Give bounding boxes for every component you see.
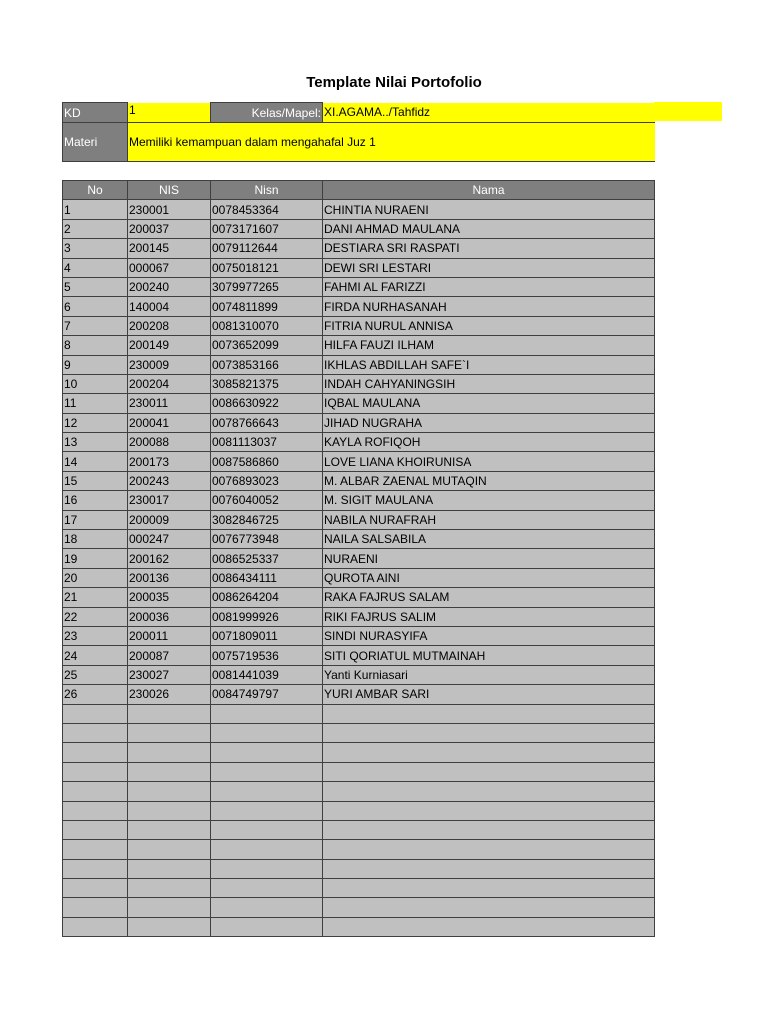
kelas-label: Kelas/Mapel: [211,103,323,123]
column-header-nisn[interactable]: Nisn [211,181,323,200]
cell-nama[interactable]: INDAH CAHYANINGSIH [323,374,655,393]
empty-cell-nama[interactable] [323,801,655,820]
table-row [63,568,655,587]
cell-no[interactable]: 16 [63,491,128,510]
cell-nisn[interactable]: 0086434111 [211,568,323,587]
table-row [63,549,655,568]
cell-nama[interactable]: FITRIA NURUL ANNISA [323,316,655,335]
materi-label: Materi [63,123,128,162]
empty-cell-nama[interactable] [323,723,655,742]
page-title: Template Nilai Portofolio [306,74,482,91]
empty-cell-nisn[interactable] [211,879,323,898]
cell-no[interactable]: 12 [63,413,128,432]
empty-cell-nisn[interactable] [211,820,323,839]
empty-cell-nisn[interactable] [211,762,323,781]
cell-nama[interactable]: SINDI NURASYIFA [323,626,655,645]
cell-nisn[interactable]: 0071809011 [211,626,323,645]
empty-row [63,917,655,936]
empty-cell-nisn[interactable] [211,840,323,859]
cell-no[interactable]: 3 [63,239,128,258]
cell-nama[interactable]: NURAENI [323,549,655,568]
cell-no[interactable]: 17 [63,510,128,529]
empty-cell-nama[interactable] [323,879,655,898]
empty-cell-nis[interactable] [128,723,211,742]
table-header-row [63,181,655,200]
empty-cell-no[interactable] [63,917,128,936]
empty-cell-no[interactable] [63,898,128,917]
cell-nama[interactable]: DEWI SRI LESTARI [323,258,655,277]
cell-no[interactable]: 1 [63,200,128,219]
cell-nis[interactable]: 200145 [128,239,211,258]
empty-row [63,879,655,898]
empty-cell-no[interactable] [63,704,128,723]
empty-cell-nis[interactable] [128,840,211,859]
cell-nis[interactable]: 230001 [128,200,211,219]
cell-no[interactable]: 23 [63,626,128,645]
cell-nama[interactable]: NABILA NURAFRAH [323,510,655,529]
kd-value[interactable]: 1 [128,103,211,123]
empty-cell-nis[interactable] [128,859,211,878]
highlight-extension [654,102,722,121]
cell-nama[interactable]: QUROTA AINI [323,568,655,587]
empty-cell-no[interactable] [63,782,128,801]
empty-cell-no[interactable] [63,820,128,839]
empty-cell-nisn[interactable] [211,801,323,820]
cell-no[interactable]: 20 [63,568,128,587]
cell-no[interactable]: 15 [63,471,128,490]
table-row [63,665,655,684]
cell-nisn[interactable]: 0087586860 [211,452,323,471]
empty-cell-nis[interactable] [128,898,211,917]
table-row [63,685,655,704]
kd-row [63,103,655,123]
cell-nis[interactable]: 000067 [128,258,211,277]
empty-cell-no[interactable] [63,879,128,898]
empty-row [63,801,655,820]
cell-no[interactable]: 26 [63,685,128,704]
cell-nis[interactable]: 200243 [128,471,211,490]
cell-nis[interactable]: 140004 [128,297,211,316]
empty-row [63,723,655,742]
cell-nama[interactable]: M. SIGIT MAULANA [323,491,655,510]
cell-nis[interactable]: 200011 [128,626,211,645]
cell-nisn[interactable]: 0075018121 [211,258,323,277]
empty-row [63,840,655,859]
cell-nis[interactable]: 200208 [128,316,211,335]
table-row [63,336,655,355]
table-row [63,646,655,665]
empty-cell-no[interactable] [63,859,128,878]
cell-nama[interactable]: SITI QORIATUL MUTMAINAH [323,646,655,665]
cell-nama[interactable]: NAILA SALSABILA [323,530,655,549]
table-row [63,316,655,335]
cell-no[interactable]: 10 [63,374,128,393]
cell-nisn[interactable]: 0074811899 [211,297,323,316]
empty-cell-nis[interactable] [128,917,211,936]
cell-nama[interactable]: IKHLAS ABDILLAH SAFE`I [323,355,655,374]
table-row [63,607,655,626]
cell-nisn[interactable]: 0086630922 [211,394,323,413]
cell-no[interactable]: 7 [63,316,128,335]
cell-nisn[interactable]: 3079977265 [211,277,323,296]
empty-row [63,782,655,801]
cell-nisn[interactable]: 0076040052 [211,491,323,510]
cell-nisn[interactable]: 0073652099 [211,336,323,355]
empty-cell-nis[interactable] [128,782,211,801]
cell-nama[interactable]: RAKA FAJRUS SALAM [323,588,655,607]
table-row [63,626,655,645]
cell-nis[interactable]: 230017 [128,491,211,510]
cell-no[interactable]: 4 [63,258,128,277]
empty-cell-nis[interactable] [128,743,211,762]
cell-nama[interactable]: FAHMI AL FARIZZI [323,277,655,296]
materi-row [63,123,655,162]
empty-cell-nama[interactable] [323,840,655,859]
cell-nama[interactable]: DANI AHMAD MAULANA [323,219,655,238]
cell-no[interactable]: 13 [63,433,128,452]
cell-nama[interactable]: YURI AMBAR SARI [323,685,655,704]
empty-row [63,898,655,917]
empty-row [63,704,655,723]
cell-nis[interactable]: 200173 [128,452,211,471]
empty-cell-nama[interactable] [323,859,655,878]
empty-cell-nisn[interactable] [211,704,323,723]
table-row [63,452,655,471]
table-row [63,588,655,607]
table-row [63,258,655,277]
cell-no[interactable]: 9 [63,355,128,374]
cell-nis[interactable]: 200088 [128,433,211,452]
cell-nis[interactable]: 200162 [128,549,211,568]
table-row [63,277,655,296]
cell-nama[interactable]: IQBAL MAULANA [323,394,655,413]
empty-row [63,859,655,878]
cell-nisn[interactable]: 0076893023 [211,471,323,490]
table-row [63,355,655,374]
cell-nis[interactable]: 230026 [128,685,211,704]
cell-nama[interactable]: FIRDA NURHASANAH [323,297,655,316]
empty-cell-nis[interactable] [128,801,211,820]
student-table [62,180,655,937]
table-row [63,297,655,316]
empty-cell-nama[interactable] [323,704,655,723]
cell-nisn[interactable]: 0081441039 [211,665,323,684]
column-header-nama[interactable]: Nama [323,181,655,200]
cell-nisn[interactable]: 0086525337 [211,549,323,568]
empty-cell-nisn[interactable] [211,743,323,762]
cell-nama[interactable]: HILFA FAUZI ILHAM [323,336,655,355]
cell-nis[interactable]: 200041 [128,413,211,432]
empty-cell-nama[interactable] [323,782,655,801]
empty-cell-nisn[interactable] [211,723,323,742]
empty-cell-nama[interactable] [323,820,655,839]
table-row [63,530,655,549]
cell-nis[interactable]: 230027 [128,665,211,684]
info-header [62,102,655,162]
cell-nisn[interactable]: 0078453364 [211,200,323,219]
cell-nis[interactable]: 200136 [128,568,211,587]
materi-value[interactable]: Memiliki kemampuan dalam mengahafal Juz 1 [128,123,655,162]
table-row [63,471,655,490]
cell-nisn[interactable]: 0081999926 [211,607,323,626]
cell-nis[interactable]: 230009 [128,355,211,374]
column-header-nis[interactable]: NIS [128,181,211,200]
table-body [63,200,655,937]
cell-nama[interactable]: CHINTIA NURAENI [323,200,655,219]
cell-nisn[interactable]: 0081310070 [211,316,323,335]
cell-nisn[interactable]: 0078766643 [211,413,323,432]
empty-cell-no[interactable] [63,762,128,781]
cell-nama[interactable]: KAYLA ROFIQOH [323,433,655,452]
cell-nisn[interactable]: 3085821375 [211,374,323,393]
empty-cell-nisn[interactable] [211,782,323,801]
table-row [63,433,655,452]
cell-nis[interactable]: 200240 [128,277,211,296]
cell-no[interactable]: 24 [63,646,128,665]
cell-nama[interactable]: M. ALBAR ZAENAL MUTAQIN [323,471,655,490]
empty-cell-nis[interactable] [128,762,211,781]
cell-nis[interactable]: 200037 [128,219,211,238]
cell-nisn[interactable]: 0086264204 [211,588,323,607]
cell-nis[interactable]: 200087 [128,646,211,665]
empty-cell-no[interactable] [63,801,128,820]
cell-no[interactable]: 6 [63,297,128,316]
cell-no[interactable]: 14 [63,452,128,471]
cell-nis[interactable]: 200036 [128,607,211,626]
cell-nisn[interactable]: 0079112644 [211,239,323,258]
table-row [63,239,655,258]
empty-cell-nis[interactable] [128,820,211,839]
cell-nisn[interactable]: 0076773948 [211,530,323,549]
cell-nisn[interactable]: 3082846725 [211,510,323,529]
cell-no[interactable]: 19 [63,549,128,568]
cell-nama[interactable]: DESTIARA SRI RASPATI [323,239,655,258]
empty-cell-nis[interactable] [128,704,211,723]
table-row [63,510,655,529]
cell-no[interactable]: 8 [63,336,128,355]
cell-no[interactable]: 22 [63,607,128,626]
column-header-no[interactable]: No [63,181,128,200]
cell-nama[interactable]: JIHAD NUGRAHA [323,413,655,432]
cell-nisn[interactable]: 0073853166 [211,355,323,374]
table-row [63,219,655,238]
cell-nama[interactable]: LOVE LIANA KHOIRUNISA [323,452,655,471]
cell-nis[interactable]: 200204 [128,374,211,393]
empty-cell-nisn[interactable] [211,859,323,878]
cell-nis[interactable]: 230011 [128,394,211,413]
cell-nisn[interactable]: 0084749797 [211,685,323,704]
kd-label: KD [63,103,128,123]
cell-nis[interactable]: 200149 [128,336,211,355]
empty-cell-nama[interactable] [323,917,655,936]
table-row [63,200,655,219]
cell-nisn[interactable]: 0081113037 [211,433,323,452]
table-row [63,413,655,432]
cell-no[interactable]: 21 [63,588,128,607]
empty-cell-no[interactable] [63,723,128,742]
table-row [63,491,655,510]
table-row [63,394,655,413]
cell-no[interactable]: 25 [63,665,128,684]
cell-no[interactable]: 2 [63,219,128,238]
empty-cell-nis[interactable] [128,879,211,898]
empty-cell-nama[interactable] [323,762,655,781]
empty-cell-no[interactable] [63,743,128,762]
cell-nisn[interactable]: 0073171607 [211,219,323,238]
empty-row [63,743,655,762]
table-row [63,374,655,393]
cell-nis[interactable]: 200009 [128,510,211,529]
kelas-value[interactable]: XI.AGAMA../Tahfidz [323,103,655,123]
empty-row [63,820,655,839]
cell-no[interactable]: 11 [63,394,128,413]
cell-nisn[interactable]: 0075719536 [211,646,323,665]
empty-cell-no[interactable] [63,840,128,859]
empty-cell-nisn[interactable] [211,917,323,936]
empty-row [63,762,655,781]
empty-cell-nisn[interactable] [211,898,323,917]
cell-nama[interactable]: Yanti Kurniasari [323,665,655,684]
cell-no[interactable]: 18 [63,530,128,549]
cell-nis[interactable]: 000247 [128,530,211,549]
cell-nis[interactable]: 200035 [128,588,211,607]
empty-cell-nama[interactable] [323,898,655,917]
cell-no[interactable]: 5 [63,277,128,296]
cell-nama[interactable]: RIKI FAJRUS SALIM [323,607,655,626]
empty-cell-nama[interactable] [323,743,655,762]
